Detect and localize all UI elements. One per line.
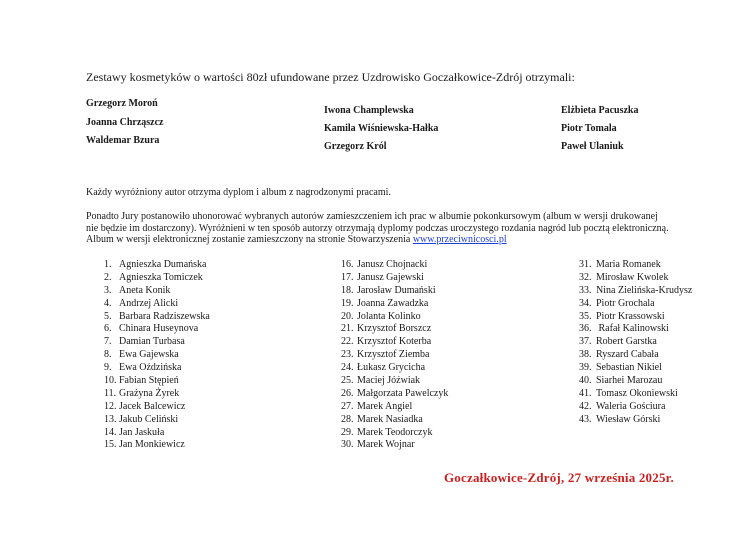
winner-name: Elżbieta Pacuszka — [561, 105, 639, 116]
list-item-name: Marek Wojnar — [357, 439, 415, 451]
list-item-number: 28. — [341, 413, 354, 425]
list-item-name: Krzysztof Ziemba — [357, 349, 430, 361]
list-item — [579, 285, 692, 298]
list-item-number: 36. — [579, 323, 592, 335]
list-item-number: 34. — [579, 297, 592, 309]
list-item-name: Maciej Jóźwiak — [357, 375, 421, 387]
list-item — [579, 259, 692, 272]
list-item — [579, 414, 692, 427]
list-item-name: Joanna Zawadzka — [357, 297, 429, 309]
list-item-number: 43. — [579, 413, 592, 425]
honored-list-column-3 — [579, 259, 692, 427]
list-item — [341, 259, 448, 272]
list-item-name: Jakub Celiński — [119, 413, 179, 425]
list-item — [579, 311, 692, 324]
list-item-name: Piotr Grochala — [596, 297, 655, 309]
list-item-number: 21. — [341, 323, 354, 335]
list-item-name: Damian Turbasa — [119, 336, 185, 348]
list-item — [579, 349, 692, 362]
list-item — [579, 323, 692, 336]
album-note-line-3 — [86, 234, 507, 246]
list-item — [104, 311, 210, 324]
list-item — [341, 439, 448, 452]
list-item-number: 10. — [104, 375, 117, 387]
list-item-number: 23. — [341, 349, 354, 361]
list-item-number: 11. — [104, 387, 117, 399]
list-item — [104, 414, 210, 427]
list-item-name: Grażyna Żyrek — [119, 387, 180, 399]
list-item-number: 41. — [579, 387, 592, 399]
list-item-number: 15. — [104, 439, 117, 451]
winner-name: Grzegorz Moroń — [86, 98, 158, 109]
list-item-name: Maria Romanek — [596, 259, 661, 270]
list-item-number: 12. — [104, 400, 117, 412]
list-item-name: Nina Zielińska-Krudysz — [596, 284, 693, 296]
list-item-name: Waleria Gościura — [596, 400, 666, 412]
list-item — [579, 272, 692, 285]
list-item-name: Piotr Krassowski — [596, 310, 665, 322]
list-item-number: 1. — [104, 259, 112, 270]
album-note-line-1: Ponadto Jury postanowiło uhonorować wybranych autorów zamieszczeniem ich prac w albumie pokonkursowym (album w wersji drukowanej — [86, 211, 658, 222]
list-item-number: 9. — [104, 362, 112, 374]
list-item-name: Janusz Chojnacki — [357, 259, 428, 270]
list-item-number: 25. — [341, 375, 354, 387]
list-item — [341, 401, 448, 414]
list-item-number: 32. — [579, 271, 592, 283]
list-item — [104, 427, 210, 440]
list-item — [579, 336, 692, 349]
winner-name: Joanna Chrząszcz — [86, 117, 164, 128]
list-item-number: 7. — [104, 336, 112, 348]
page-heading: Zestawy kosmetyków o wartości 80zł ufundowane przez Uzdrowisko Goczałkowice-Zdrój otrzymali: — [86, 70, 575, 84]
list-item-name: Marek Teodorczyk — [357, 426, 433, 438]
winner-name: Grzegorz Król — [324, 141, 387, 152]
list-item — [104, 362, 210, 375]
diploma-note: Każdy wyróżniony autor otrzyma dyplom i album z nagrodzonymi pracami. — [86, 187, 391, 198]
list-item — [104, 285, 210, 298]
winner-name: Piotr Tomala — [561, 123, 617, 134]
list-item — [104, 336, 210, 349]
list-item-name: Małgorzata Pawelczyk — [357, 387, 449, 399]
list-item-number: 30. — [341, 439, 354, 451]
list-item-name: Jacek Balcewicz — [119, 400, 186, 412]
list-item — [579, 401, 692, 414]
list-item-name: Agnieszka Dumańska — [119, 259, 207, 270]
list-item-number: 19. — [341, 297, 354, 309]
winner-name: Waldemar Bzura — [86, 135, 160, 146]
association-website-link[interactable]: www.przeciwnicosci.pl — [412, 234, 507, 245]
list-item — [341, 285, 448, 298]
list-item-number: 22. — [341, 336, 354, 348]
list-item-name: Aneta Konik — [119, 284, 171, 296]
list-item-name: Ewa Oździńska — [119, 362, 182, 374]
list-item — [341, 323, 448, 336]
list-item-name: Mirosław Kwolek — [596, 271, 669, 283]
list-item-name: Wiesław Górski — [596, 413, 661, 425]
list-item — [104, 439, 210, 452]
list-item — [104, 401, 210, 414]
honored-list-column-2 — [341, 259, 448, 452]
list-item-name: Janusz Gajewski — [357, 271, 424, 283]
list-item-number: 5. — [104, 310, 112, 322]
list-item-name: Jarosław Dumański — [357, 284, 436, 296]
list-item-name: Krzysztof Borszcz — [357, 323, 432, 335]
winner-name: Kamila Wiśniewska-Hałka — [324, 123, 439, 134]
list-item-number: 35. — [579, 310, 592, 322]
list-item-number: 14. — [104, 426, 117, 438]
list-item — [104, 259, 210, 272]
list-item-number: 6. — [104, 323, 112, 335]
list-item-number: 20. — [341, 310, 354, 322]
list-item-name: Ryszard Cabała — [596, 349, 659, 361]
list-item-number: 3. — [104, 284, 112, 296]
list-item-name: Ewa Gajewska — [119, 349, 179, 361]
list-item-number: 37. — [579, 336, 592, 348]
list-item-name: Fabian Stępień — [119, 375, 179, 387]
list-item — [341, 427, 448, 440]
list-item-name: Tomasz Okoniewski — [596, 387, 678, 399]
list-item-number: 16. — [341, 259, 354, 270]
list-item — [104, 388, 210, 401]
place-and-date-signature: Goczałkowice-Zdrój, 27 września 2025r. — [444, 470, 674, 485]
list-item-name: Andrzej Alicki — [119, 297, 179, 309]
list-item-number: 13. — [104, 413, 117, 425]
winner-name: Paweł Ulaniuk — [561, 141, 624, 152]
list-item-name: Siarhei Marozau — [596, 375, 663, 387]
list-item-number: 2. — [104, 271, 112, 283]
album-note-text: Album w wersji elektronicznej zostanie zamieszczony na stronie Stowarzyszenia — [86, 234, 411, 245]
list-item — [579, 388, 692, 401]
list-item-number: 33. — [579, 284, 592, 296]
list-item — [341, 375, 448, 388]
list-item-number: 8. — [104, 349, 112, 361]
list-item — [341, 362, 448, 375]
list-item — [341, 311, 448, 324]
list-item-number: 31. — [579, 259, 592, 270]
list-item — [579, 362, 692, 375]
list-item-name: Jan Monkiewicz — [119, 439, 185, 451]
list-item — [341, 414, 448, 427]
list-item-name: Jolanta Kolinko — [357, 310, 421, 322]
list-item-number: 39. — [579, 362, 592, 374]
list-item — [104, 323, 210, 336]
list-item-number: 24. — [341, 362, 354, 374]
list-item-number: 17. — [341, 271, 354, 283]
list-item-name: Sebastian Nikiel — [596, 362, 662, 374]
list-item-name: Krzysztof Koterba — [357, 336, 432, 348]
list-item-name: Marek Angiel — [357, 400, 413, 412]
list-item — [104, 349, 210, 362]
list-item-number: 4. — [104, 297, 112, 309]
album-note-line-2: nie będzie im dostarczony). Wyróżnieni w ten sposób autorzy otrzymają dyplomy podczas uroczystego rozdania nagród lub pocztą elektroniczną. — [86, 222, 669, 234]
list-item-name: Jan Jaskuła — [119, 426, 165, 438]
winner-name: Iwona Champlewska — [324, 105, 414, 116]
list-item — [579, 298, 692, 311]
list-item-number: 42. — [579, 400, 592, 412]
list-item-name: Barbara Radziszewska — [119, 310, 210, 322]
list-item — [341, 336, 448, 349]
list-item-name: Chinara Huseynova — [119, 323, 199, 335]
list-item-number: 26. — [341, 387, 354, 399]
list-item — [341, 388, 448, 401]
list-item-number: 27. — [341, 400, 354, 412]
list-item — [104, 272, 210, 285]
honored-list-column-1 — [104, 259, 210, 452]
list-item-number: 29. — [341, 426, 354, 438]
list-item — [341, 349, 448, 362]
list-item-number: 18. — [341, 284, 354, 296]
list-item-name: Łukasz Grycicha — [357, 362, 426, 374]
list-item — [104, 298, 210, 311]
list-item — [579, 375, 692, 388]
list-item — [104, 375, 210, 388]
list-item-name: Marek Nasiadka — [357, 413, 423, 425]
list-item-name: Rafał Kalinowski — [596, 323, 669, 335]
list-item-name: Agnieszka Tomiczek — [119, 271, 203, 283]
list-item — [341, 272, 448, 285]
list-item-number: 40. — [579, 375, 592, 387]
list-item — [341, 298, 448, 311]
list-item-name: Robert Garstka — [596, 336, 657, 348]
list-item-number: 38. — [579, 349, 592, 361]
